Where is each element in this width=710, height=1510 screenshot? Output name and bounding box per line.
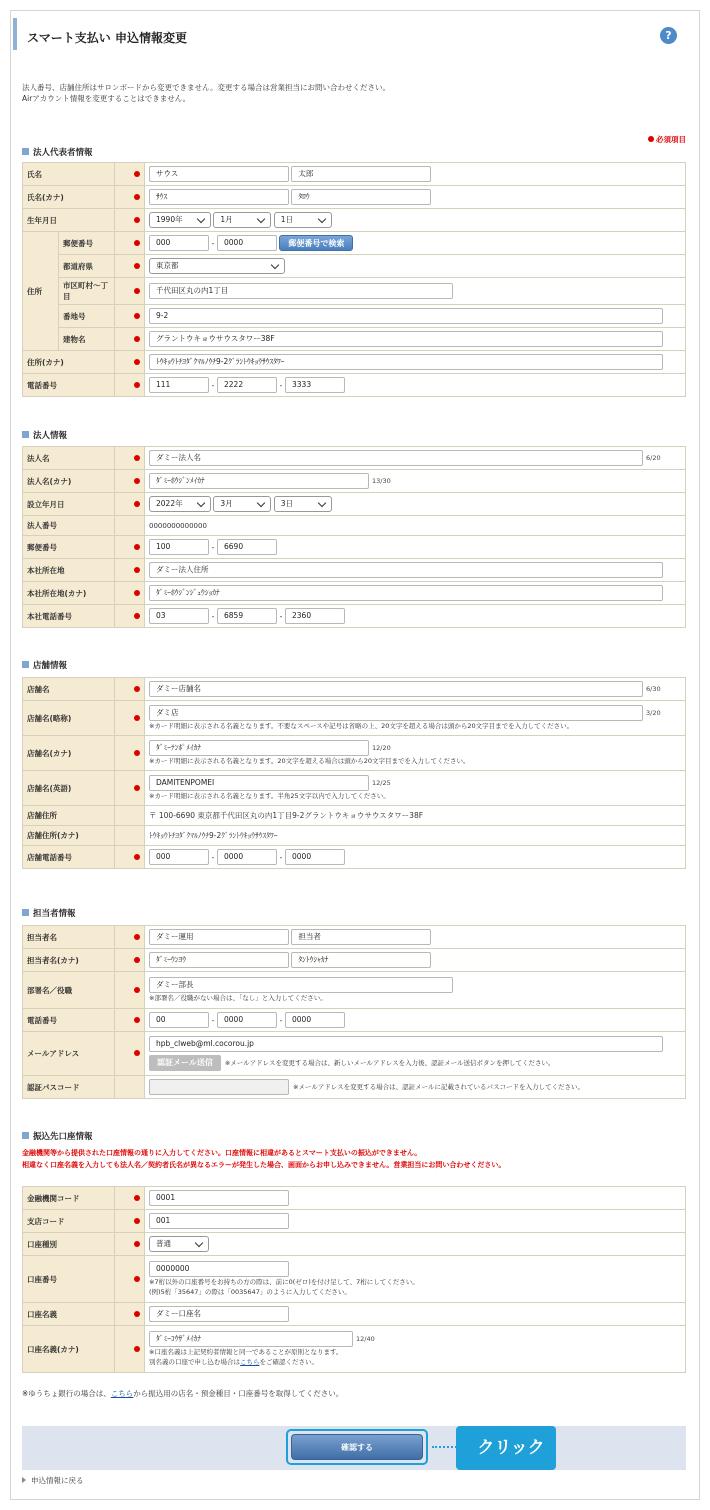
field-label: 電話番号 (23, 374, 115, 397)
required-mark (115, 255, 145, 278)
corp-number-value: 0000000000000 (145, 516, 686, 536)
corp-address-input[interactable]: ダミー法人住所 (149, 562, 663, 578)
notice-line: Airアカウント情報を変更することはできません。 (22, 94, 191, 103)
dash: - (211, 852, 215, 862)
required-mark (115, 559, 145, 582)
field-label: 本社所在地 (23, 559, 115, 582)
confirm-button[interactable]: 確認する (291, 1434, 423, 1460)
field-label: 住所(カナ) (23, 351, 115, 374)
bank-warning-line: 金融機関等から提供された口座情報の通りに入力してください。口座情報に相違があるとスマート支払いの振込ができません。 (22, 1149, 422, 1157)
field-label: 支店コード (23, 1210, 115, 1233)
corporation-table (22, 446, 686, 628)
required-mark (115, 351, 145, 374)
section-title-text: 担当者情報 (33, 909, 76, 919)
rep-first-name-input[interactable]: 太郎 (291, 166, 431, 182)
section-square-icon (22, 148, 29, 155)
char-count: 12/40 (356, 1335, 375, 1343)
field-label: 店舗名(英語) (23, 771, 115, 806)
required-mark (115, 846, 145, 869)
field-label: 口座名義 (23, 1303, 115, 1326)
required-mark (115, 582, 145, 605)
page-header (13, 18, 675, 58)
char-count: 12/25 (372, 779, 391, 787)
corp-zip1-input[interactable]: 100 (149, 539, 209, 555)
corp-tel3-input[interactable]: 2360 (285, 608, 345, 624)
dash: - (279, 852, 283, 862)
field-note: (例)5桁「35647」の際は「0035647」のように入力してください。 (149, 1288, 351, 1296)
field-label: 店舗名(略称) (23, 701, 115, 736)
contact-last-kana-input[interactable]: ﾀﾞﾐｰｳﾝﾖｳ (149, 952, 289, 968)
field-label: 金融機関コード (23, 1187, 115, 1210)
field-label: 氏名 (23, 163, 115, 186)
section-title-text: 振込先口座情報 (33, 1132, 93, 1142)
field-label: 認証パスコード (23, 1076, 115, 1099)
field-note: ※部署名／役職がない場合は、「なし」と入力してください。 (149, 994, 327, 1002)
section-square-icon (22, 431, 29, 438)
blank-cell (115, 826, 145, 846)
required-mark (115, 1233, 145, 1256)
required-mark (115, 1009, 145, 1032)
other-holder-link[interactable]: こちら (240, 1358, 260, 1366)
bank-warning (22, 1147, 505, 1171)
field-label: 店舗電話番号 (23, 846, 115, 869)
contact-email-input[interactable]: hpb_clweb@ml.cocorou.jp (149, 1036, 663, 1052)
rep-city-input[interactable]: 千代田区丸の内1丁目 (149, 283, 453, 299)
bank-warning-line: 相違なく口座名義を入力しても法人名／契約者氏名が異なるエラーが発生した場合、画面からお申し込みできません。営業担当にお問い合わせください。 (22, 1161, 506, 1169)
blank-cell (115, 806, 145, 826)
notice-text (22, 82, 682, 104)
char-count: 6/30 (646, 685, 661, 693)
field-label: 法人番号 (23, 516, 115, 536)
field-label: 部署名／役職 (23, 972, 115, 1009)
char-count: 12/20 (372, 744, 391, 752)
help-icon[interactable]: ? (660, 27, 677, 44)
shop-table (22, 677, 686, 869)
required-mark (115, 470, 145, 493)
contact-first-kana-input[interactable]: ﾀﾝﾄｳｼｬｶﾅ (291, 952, 431, 968)
yucho-note (22, 1388, 343, 1399)
field-label: メールアドレス (23, 1032, 115, 1076)
rep-tel2-input[interactable]: 2222 (217, 377, 277, 393)
rep-zip2-input[interactable]: 0000 (217, 235, 277, 251)
shop-address-value: 〒 100-6690 東京都千代田区丸の内1丁目9-2グラントウキョウサウスタワー38F (145, 806, 686, 826)
section-title-text: 法人情報 (33, 431, 68, 441)
note-text: から振込用の店名・預金種目・口座番号を取得してください。 (133, 1389, 344, 1398)
required-mark (115, 1210, 145, 1233)
corp-zip2-input[interactable]: 6690 (217, 539, 277, 555)
required-mark (115, 209, 145, 232)
char-count: 13/30 (372, 477, 391, 485)
contact-tel3-input[interactable]: 0000 (285, 1012, 345, 1028)
required-mark (115, 536, 145, 559)
char-count: 3/20 (646, 709, 661, 717)
field-label: 郵便番号 (23, 536, 115, 559)
field-label: 郵便番号 (59, 232, 115, 255)
bank-table (22, 1186, 686, 1373)
shop-kana-input[interactable]: ﾀﾞﾐｰﾃﾝﾎﾟﾒｲｶﾅ (149, 740, 369, 756)
blank-cell (115, 1076, 145, 1099)
est-day-select[interactable]: 3日 (274, 496, 332, 512)
field-note (149, 1357, 681, 1367)
required-mark (115, 493, 145, 516)
confirm-bar (22, 1426, 686, 1470)
birth-month-select[interactable]: 1月 (213, 212, 271, 228)
rep-street-input[interactable]: 9-2 (149, 308, 663, 324)
required-mark (115, 736, 145, 771)
rep-last-kana-input[interactable]: ｻｳｽ (149, 189, 289, 205)
corp-tel1-input[interactable]: 03 (149, 608, 209, 624)
dash: - (211, 1015, 215, 1025)
required-mark (115, 1303, 145, 1326)
required-mark (115, 701, 145, 736)
branch-code-input[interactable]: 001 (149, 1213, 289, 1229)
callout-dot-icon (458, 1441, 470, 1453)
required-mark (115, 926, 145, 949)
field-label: 電話番号 (23, 1009, 115, 1032)
required-mark (115, 1187, 145, 1210)
shop-tel3-input[interactable]: 0000 (285, 849, 345, 865)
required-mark (115, 163, 145, 186)
dash: - (279, 1015, 283, 1025)
back-link-text: 申込情報に戻る (31, 1476, 84, 1485)
rep-zip1-input[interactable]: 000 (149, 235, 209, 251)
shop-short-name-input[interactable]: ダミ店 (149, 705, 643, 721)
section-title-contact (22, 907, 76, 919)
required-mark (115, 605, 145, 628)
field-label: 口座種別 (23, 1233, 115, 1256)
yucho-link[interactable]: こちら (110, 1389, 134, 1398)
field-label: 店舗住所(カナ) (23, 826, 115, 846)
note-text: をご確認ください。 (259, 1358, 318, 1366)
required-mark (115, 232, 145, 255)
section-title-text: 法人代表者情報 (33, 148, 93, 158)
field-note: ※カード明細に表示される名義となります。不要なスペースや記号は省略の上、20文字を超える場合は頭から20文字目までを入力してください。 (149, 722, 574, 730)
field-label: 本社電話番号 (23, 605, 115, 628)
notice-line: 法人番号、店舗住所はサロンボードから変更できません。変更する場合は営業担当にお問い合わせください。 (22, 83, 390, 92)
field-label: 都道府県 (59, 255, 115, 278)
field-note: ※口座名義は上記契約者情報と同一であることが原則となります。 (149, 1348, 343, 1356)
section-square-icon (22, 909, 29, 916)
required-mark (115, 1326, 145, 1373)
auth-passcode-input[interactable] (149, 1079, 289, 1095)
representative-table (22, 162, 686, 397)
rep-address-kana-input[interactable]: ﾄｳｷｮｳﾄﾁﾖﾀﾞｸﾏﾙﾉｳﾁ9-2ｸﾞﾗﾝﾄｳｷｮｳｻｳｽﾀﾜｰ (149, 354, 663, 370)
est-month-select[interactable]: 3月 (213, 496, 271, 512)
triangle-right-icon (22, 1477, 26, 1483)
field-label: 店舗名 (23, 678, 115, 701)
contact-first-name-input[interactable]: 担当者 (291, 929, 431, 945)
blank-cell (115, 516, 145, 536)
contact-table (22, 925, 686, 1099)
bank-code-input[interactable]: 0001 (149, 1190, 289, 1206)
corp-kana-input[interactable]: ﾀﾞﾐｰﾎｳｼﾞﾝﾒｲｶﾅ (149, 473, 369, 489)
section-square-icon (22, 1132, 29, 1139)
field-note: ※カード明細に表示される名義となります。半角25文字以内で入力してください。 (149, 792, 390, 800)
contact-department-input[interactable]: ダミー部長 (149, 977, 453, 993)
contact-tel1-input[interactable]: 00 (149, 1012, 209, 1028)
field-label: 住所 (23, 232, 59, 351)
section-title-shop (22, 659, 67, 671)
section-title-text: 店舗情報 (33, 661, 68, 671)
rep-building-input[interactable]: グラントウキョウサウスタワー38F (149, 331, 663, 347)
field-label: 店舗名(カナ) (23, 736, 115, 771)
required-mark (115, 1032, 145, 1076)
field-label: 市区町村～丁目 (59, 278, 115, 305)
required-mark (115, 678, 145, 701)
section-title-representative (22, 146, 93, 158)
shop-tel1-input[interactable]: 000 (149, 849, 209, 865)
field-note: ※7桁以外の口座番号をお持ちの方の際は、前に0(ゼロ)を付け足して、7桁にしてください。 (149, 1278, 419, 1286)
field-label: 法人名(カナ) (23, 470, 115, 493)
required-mark (115, 328, 145, 351)
required-dot-icon (648, 136, 654, 142)
send-auth-mail-button[interactable]: 認証メール送信 (149, 1055, 221, 1071)
est-year-select[interactable]: 2022年 (149, 496, 211, 512)
birth-year-select[interactable]: 1990年 (149, 212, 211, 228)
required-mark (115, 771, 145, 806)
page-title: スマート支払い 申込情報変更 (27, 31, 187, 45)
required-mark (115, 949, 145, 972)
section-title-bank (22, 1130, 93, 1142)
corp-name-input[interactable]: ダミー法人名 (149, 450, 643, 466)
title-accent-bar (13, 18, 17, 50)
field-note: ※メールアドレスを変更する場合は、新しいメールアドレスを入力後、認証メール送信ボタンを押してください。 (224, 1059, 555, 1067)
account-number-input[interactable]: 0000000 (149, 1261, 289, 1277)
field-label: 氏名(カナ) (23, 186, 115, 209)
required-legend-text: 必須項目 (656, 135, 686, 144)
rep-last-name-input[interactable]: サウス (149, 166, 289, 182)
field-label: 生年月日 (23, 209, 115, 232)
account-type-select[interactable]: 普通 (149, 1236, 209, 1252)
required-mark (115, 972, 145, 1009)
field-label: 担当者名 (23, 926, 115, 949)
section-square-icon (22, 661, 29, 668)
account-holder-kana-input[interactable]: ﾀﾞﾐｰｺｳｻﾞﾒｲｶﾅ (149, 1331, 353, 1347)
dash: - (279, 380, 283, 390)
section-title-corporation (22, 429, 67, 441)
field-note: ※メールアドレスを変更する場合は、認証メールに記載されているパスコードを入力してください。 (293, 1083, 584, 1091)
char-count: 6/20 (646, 454, 661, 462)
field-label: 店舗住所 (23, 806, 115, 826)
field-label: 担当者名(カナ) (23, 949, 115, 972)
field-label: 建物名 (59, 328, 115, 351)
click-callout (456, 1426, 556, 1470)
required-mark (115, 1256, 145, 1303)
rep-tel3-input[interactable]: 3333 (285, 377, 345, 393)
note-text: ※ゆうちょ銀行の場合は、 (22, 1389, 111, 1398)
field-label: 口座名義(カナ) (23, 1326, 115, 1373)
field-label: 設立年月日 (23, 493, 115, 516)
rep-tel1-input[interactable]: 111 (149, 377, 209, 393)
shop-name-input[interactable]: ダミー店舗名 (149, 681, 643, 697)
corp-address-kana-input[interactable]: ﾀﾞﾐｰﾎｳｼﾞﾝｼﾞｭｳｼｮｶﾅ (149, 585, 663, 601)
prefecture-select[interactable]: 東京都 (149, 258, 285, 274)
birth-day-select[interactable]: 1日 (274, 212, 332, 228)
contact-last-name-input[interactable]: ダミー運用 (149, 929, 289, 945)
dash: - (211, 238, 215, 248)
note-text: 別名義の口座で申し込む場合は (149, 1358, 240, 1366)
field-label: 法人名 (23, 447, 115, 470)
shop-address-kana-value: ﾄｳｷｮｳﾄﾁﾖﾀﾞｸﾏﾙﾉｳﾁ9-2ｸﾞﾗﾝﾄｳｷｮｳｻｳｽﾀﾜｰ (145, 826, 686, 846)
required-legend (648, 134, 686, 145)
rep-first-kana-input[interactable]: ﾀﾛｳ (291, 189, 431, 205)
corp-tel2-input[interactable]: 6859 (217, 608, 277, 624)
required-mark (115, 186, 145, 209)
dash: - (211, 542, 215, 552)
contact-tel2-input[interactable]: 0000 (217, 1012, 277, 1028)
dash: - (279, 611, 283, 621)
field-label: 本社所在地(カナ) (23, 582, 115, 605)
back-link[interactable] (22, 1475, 84, 1486)
field-label: 口座番号 (23, 1256, 115, 1303)
account-holder-input[interactable]: ダミー口座名 (149, 1306, 289, 1322)
required-mark (115, 305, 145, 328)
required-mark (115, 278, 145, 305)
required-mark (115, 374, 145, 397)
click-callout-text: クリック (477, 1438, 545, 1458)
field-label: 番地号 (59, 305, 115, 328)
dash: - (211, 380, 215, 390)
zip-search-button[interactable]: 郵便番号で検索 (279, 235, 353, 251)
dash: - (211, 611, 215, 621)
shop-english-name-input[interactable]: DAMITENPOMEI (149, 775, 369, 791)
required-mark (115, 447, 145, 470)
shop-tel2-input[interactable]: 0000 (217, 849, 277, 865)
field-note: ※カード明細に表示される名義となります。20文字を超える場合は頭から20文字目までを入力してください。 (149, 757, 470, 765)
